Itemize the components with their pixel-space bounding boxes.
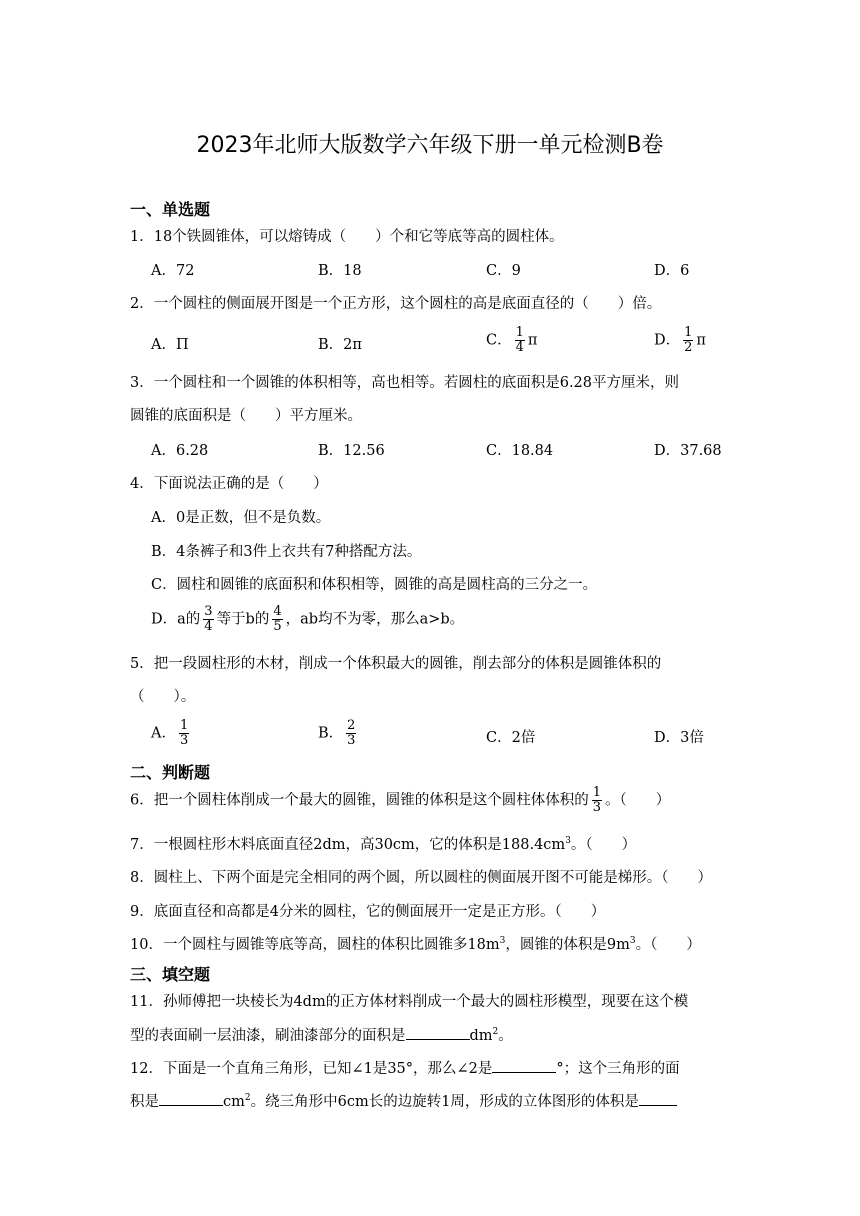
q6-pre: 6．把一个圆柱体削成一个最大的圆锥，圆锥的体积是这个圆柱体体积的 <box>130 792 589 809</box>
q6-post: 。（ ） <box>605 792 671 809</box>
q3-option-b: B．12.56 <box>318 443 385 459</box>
denominator: 3 <box>592 800 602 815</box>
q5-option-a <box>151 719 192 748</box>
denominator: 2 <box>684 340 693 355</box>
q1-option-b: B．18 <box>318 263 362 279</box>
numerator: 4 <box>273 604 282 619</box>
q10-pre: 10．一个圆柱与圆锥等底等高，圆柱的体积比圆锥多18m <box>130 937 500 953</box>
q12-answer-blank-1[interactable] <box>492 1058 556 1073</box>
q12-answer-blank-3[interactable] <box>639 1091 677 1106</box>
q12-sup: 2 <box>244 1093 251 1104</box>
question-3-line-1: 3．一个圆柱和一个圆锥的体积相等，高也相等。若圆柱的底面积是6.28平方厘米，则 <box>130 375 680 391</box>
q5-option-d: D．3倍 <box>654 730 704 746</box>
q2-c-fraction <box>515 326 525 355</box>
q4-d-fraction-2 <box>272 605 282 634</box>
q11-post: 。 <box>498 1028 513 1044</box>
q3-option-a: A．6.28 <box>151 443 209 459</box>
q11-pre: 型的表面刷一层油漆，刷油漆部分的面积是 <box>130 1028 406 1044</box>
page-title: 2023年北师大版数学六年级下册一单元检测B卷 <box>196 133 664 158</box>
q4-d-pre: D．a的 <box>151 611 201 628</box>
q7-pre: 7．一根圆柱形木料底面直径2dm，高30cm，它的体积是188.4cm <box>130 837 566 853</box>
q3-option-c: C．18.84 <box>486 443 554 459</box>
q7-post: 。（ ） <box>570 837 637 853</box>
q5-b-fraction <box>346 719 356 748</box>
question-3-line-2: 圆锥的底面积是（ ）平方厘米。 <box>130 408 362 424</box>
question-10 <box>130 933 732 954</box>
question-12-line-1 <box>130 1057 732 1078</box>
question-1: 1．18个铁圆锥体，可以熔铸成（ ）个和它等底等高的圆柱体。 <box>130 229 564 245</box>
q12-answer-blank-2[interactable] <box>159 1091 223 1106</box>
q4-d-post: ，ab均不为零，那么a>b。 <box>285 611 465 628</box>
q2-option-d <box>654 326 706 355</box>
q11-answer-blank[interactable] <box>406 1025 470 1040</box>
q12-pre-2: 积是 <box>130 1094 159 1110</box>
q5-option-c: C．2倍 <box>486 730 536 746</box>
q4-d-fraction-1 <box>203 605 213 634</box>
question-11-line-1: 11．孙师傅把一块棱长为4dm的正方体材料削成一个最大的圆柱形模型，现要在这个模 <box>130 994 689 1010</box>
question-12-line-2 <box>130 1090 732 1111</box>
numerator: 1 <box>179 718 189 733</box>
q12-post-2: 。绕三角形中6cm长的边旋转1周，形成的立体图形的体积是 <box>250 1094 639 1110</box>
question-8: 8．圆柱上、下两个面是完全相同的两个圆，所以圆柱的侧面展开图不可能是梯形。（ ） <box>130 870 712 886</box>
question-6 <box>130 786 732 815</box>
numerator: 3 <box>204 604 213 619</box>
numerator: 1 <box>515 325 524 340</box>
numerator: 1 <box>592 785 602 800</box>
denominator: 4 <box>515 340 524 355</box>
q6-fraction <box>592 786 602 815</box>
q4-option-c: C．圆柱和圆锥的底面积和体积相等，圆锥的高是圆柱高的三分之一。 <box>151 577 598 593</box>
question-9: 9．底面直径和高都是4分米的圆柱，它的侧面展开一定是正方形。（ ） <box>130 904 606 920</box>
q2-d-pi: π <box>696 332 706 349</box>
q2-c-pi: π <box>527 332 538 349</box>
q5-a-label: A． <box>151 725 176 742</box>
q2-option-b: B．2π <box>318 337 362 353</box>
q10-sup-1: 3 <box>499 936 506 947</box>
q1-option-c: C．9 <box>486 263 521 279</box>
numerator: 1 <box>684 325 693 340</box>
q5-b-label: B． <box>318 725 344 742</box>
question-5-line-1: 5．把一段圆柱形的木材，削成一个体积最大的圆锥，削去部分的体积是圆锥体积的 <box>130 656 662 672</box>
denominator: 4 <box>204 619 213 634</box>
numerator: 2 <box>347 718 356 733</box>
q10-sup-2: 3 <box>629 936 636 947</box>
q10-mid: ，圆锥的体积是9m <box>505 937 630 953</box>
q1-option-d: D．6 <box>654 263 690 279</box>
q7-sup: 3 <box>565 836 571 847</box>
denominator: 3 <box>179 733 189 748</box>
question-11-line-2 <box>130 1024 732 1045</box>
q11-sup: 2 <box>492 1027 499 1038</box>
q4-d-mid: 等于b的 <box>216 611 270 628</box>
q12-unit: cm <box>223 1094 245 1110</box>
q2-option-c <box>486 326 537 355</box>
q12-post-1: °；这个三角形的面 <box>556 1061 680 1077</box>
question-4: 4．下面说法正确的是（ ） <box>130 476 328 492</box>
q4-option-b: B．4条裤子和3件上衣共有7种搭配方法。 <box>151 544 422 560</box>
q2-c-label: C． <box>486 332 512 349</box>
q5-option-b <box>318 719 359 748</box>
q4-option-d <box>151 605 464 634</box>
section-single-choice: 一、单选题 <box>130 200 211 219</box>
q3-option-d: D．37.68 <box>654 443 722 459</box>
q2-d-label: D． <box>654 332 681 349</box>
q2-d-fraction <box>683 326 693 355</box>
denominator: 5 <box>273 619 282 634</box>
question-5-line-2: （ ）。 <box>130 689 196 705</box>
question-7 <box>130 833 732 854</box>
denominator: 3 <box>347 733 356 748</box>
section-fill-blank: 三、填空题 <box>130 965 211 984</box>
q5-a-fraction <box>179 719 189 748</box>
q1-option-a: A．72 <box>151 263 195 279</box>
question-2: 2．一个圆柱的侧面展开图是一个正方形，这个圆柱的高是底面直径的（ ）倍。 <box>130 296 662 312</box>
q2-option-a: A．Π <box>151 337 189 353</box>
section-true-false: 二、判断题 <box>130 763 211 782</box>
q10-post: 。（ ） <box>635 937 701 953</box>
q11-unit: dm <box>469 1028 493 1044</box>
q4-option-a: A．0是正数，但不是负数。 <box>151 510 331 526</box>
q12-pre: 12．下面是一个直角三角形，已知∠1是35°，那么∠2是 <box>130 1061 493 1077</box>
